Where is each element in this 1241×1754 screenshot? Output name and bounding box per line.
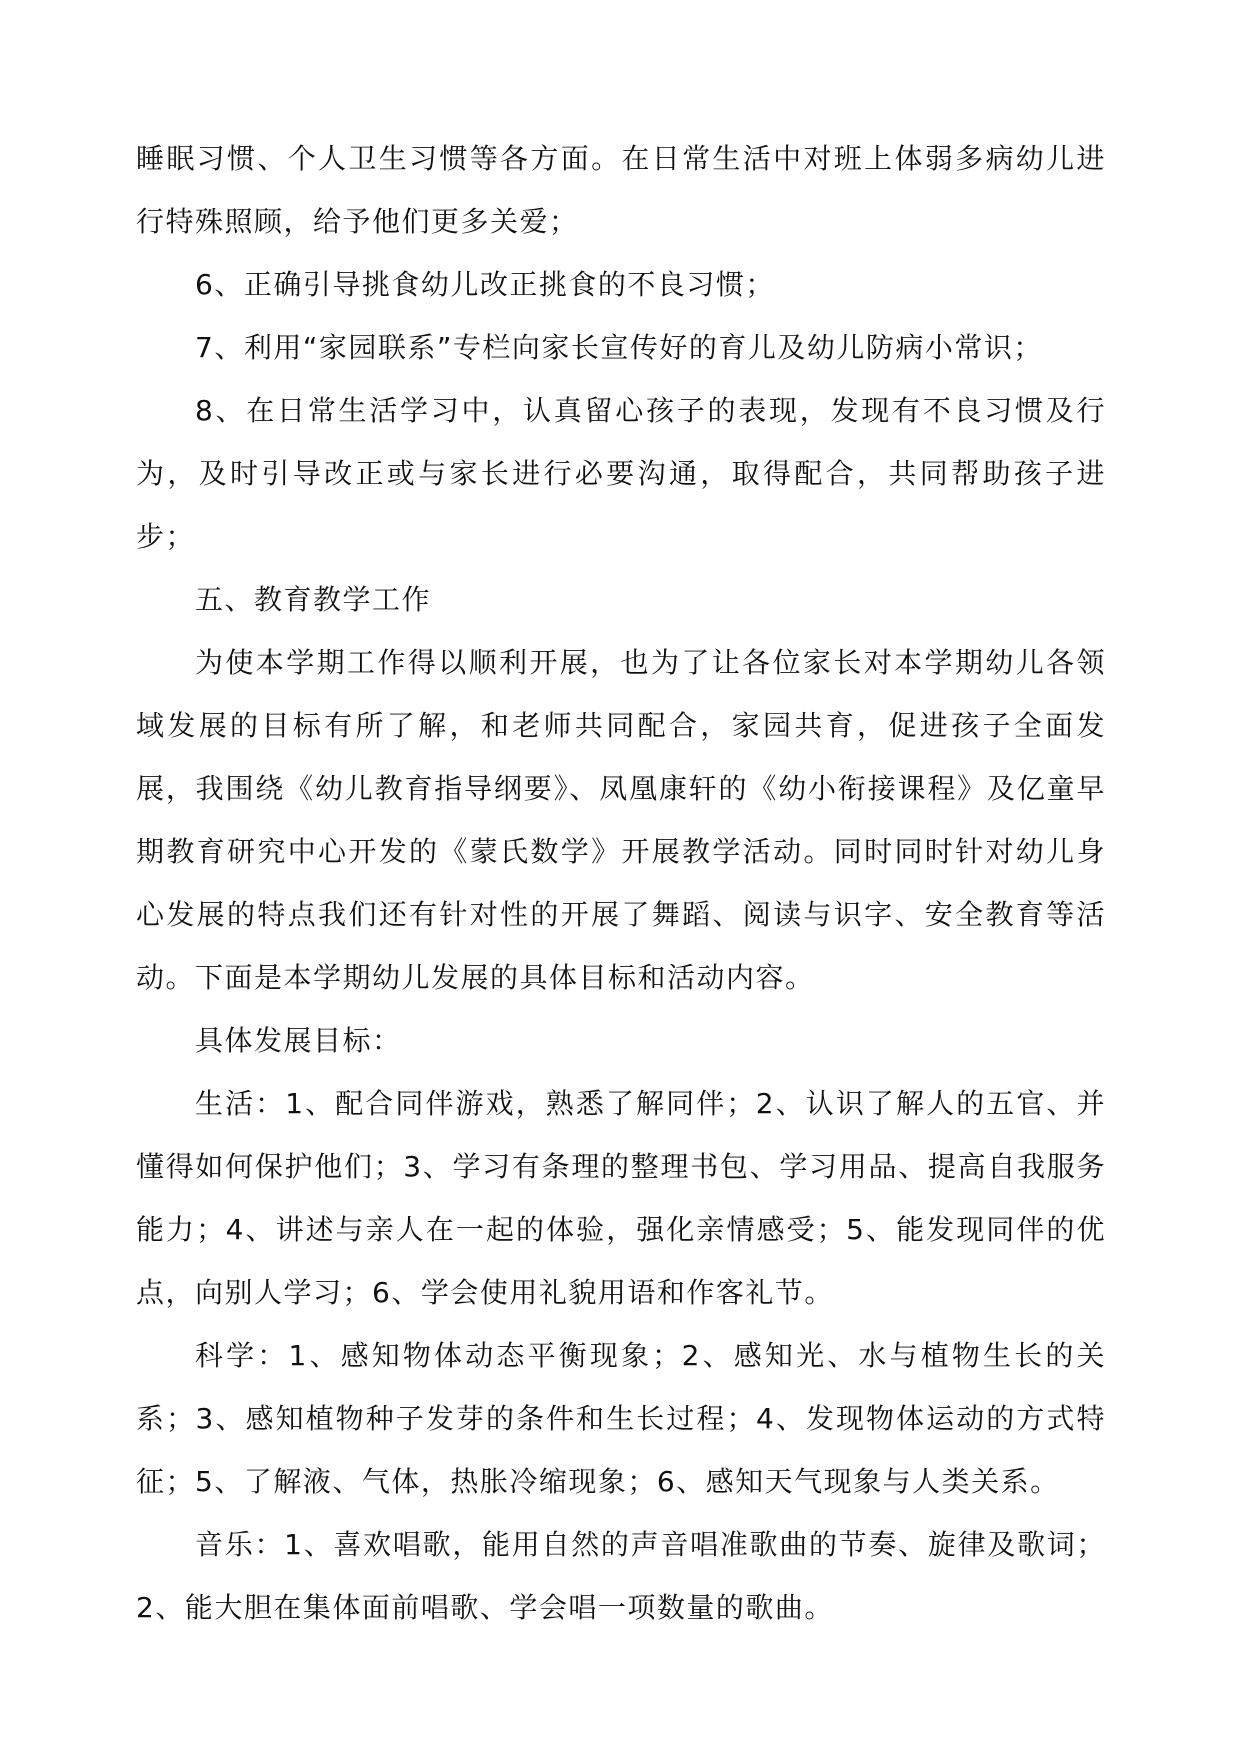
paragraph-item-8: 8、在日常生活学习中，认真留心孩子的表现，发现有不良习惯及行为，及时引导改正或与家长进行必要沟通，取得配合，共同帮助孩子进步； (136, 394, 1106, 553)
document-body (136, 127, 1106, 1639)
paragraph-education-intro: 为使本学期工作得以顺利开展，也为了让各位家长对本学期幼儿各领域发展的目标有所了解，和老师共同配合，家园共育，促进孩子全面发展，我围绕《幼儿教育指导纲要》、凤凰康轩的《幼小衔接课程》及亿童早期教育研究中心开发的《蒙氏数学》开展教学活动。同时同时针对幼儿身心发展的特点我们还有针对性的开展了舞蹈、阅读与识字、安全教育等活动。下面是本学期幼儿发展的具体目标和活动内容。 (136, 646, 1106, 994)
paragraph-sleep-hygiene: 睡眠习惯、个人卫生习惯等各方面。在日常生活中对班上体弱多病幼儿进行特殊照顾，给予他们更多关爱； (136, 142, 1106, 238)
paragraph-music-goals: 音乐：1、喜欢唱歌，能用自然的声音唱准歌曲的节奏、旋律及歌词；2、能大胆在集体面前唱歌、学会唱一项数量的歌曲。 (136, 1528, 1106, 1624)
section-heading-education: 五、教育教学工作 (195, 583, 432, 616)
paragraph-life-goals: 生活：1、配合同伴游戏，熟悉了解同伴；2、认识了解人的五官、并懂得如何保护他们；3、学习有条理的整理书包、学习用品、提高自我服务能力；4、讲述与亲人在一起的体验，强化亲情感受；5、能发现同伴的优点，向别人学习；6、学会使用礼貌用语和作客礼节。 (136, 1087, 1106, 1309)
paragraph-item-7: 7、利用“家园联系”专栏向家长宣传好的育儿及幼儿防病小常识； (195, 331, 1043, 364)
subheading-goals: 具体发展目标： (195, 1024, 402, 1057)
paragraph-item-6: 6、正确引导挑食幼儿改正挑食的不良习惯； (195, 268, 775, 301)
paragraph-science-goals: 科学：1、感知物体动态平衡现象；2、感知光、水与植物生长的关系；3、感知植物种子发芽的条件和生长过程；4、发现物体运动的方式特征；5、了解液、气体，热胀冷缩现象；6、感知天气现象与人类关系。 (136, 1339, 1106, 1498)
